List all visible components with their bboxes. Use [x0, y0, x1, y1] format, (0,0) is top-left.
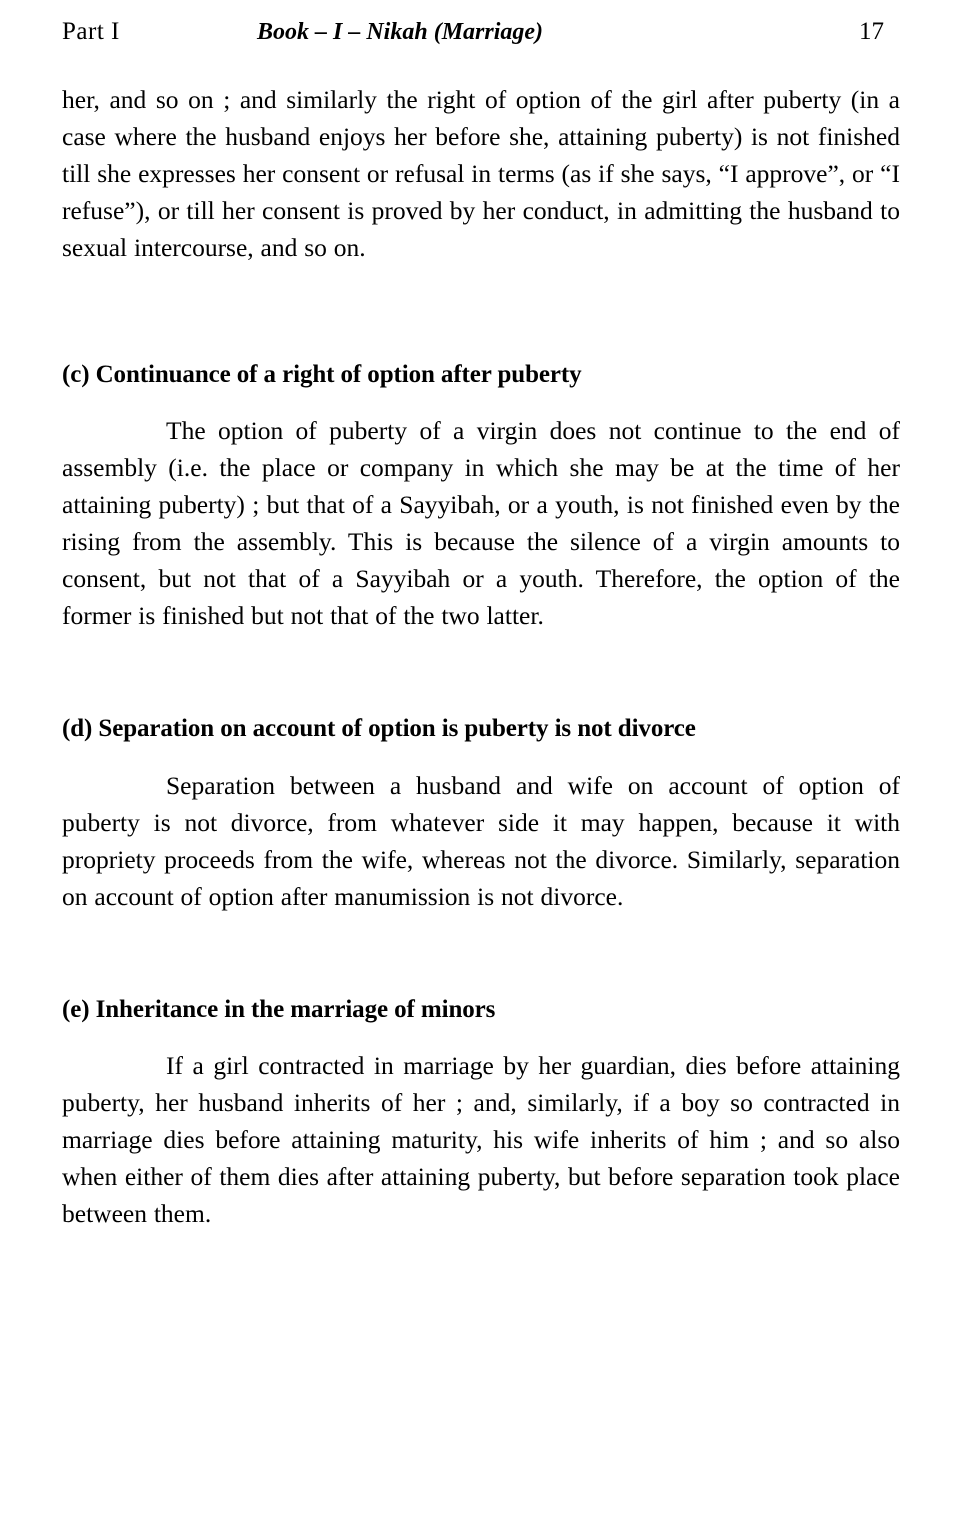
section-c-heading: (c) Continuance of a right of option after puberty — [62, 360, 582, 388]
section-c — [62, 359, 900, 635]
section-e-paragraph: If a girl contracted in marriage by her guardian, dies before attaining puberty, her husband inherits of her ; and, similarly, if a boy so contracted in marriage dies before attaining maturity, his wife inherits of him ; and so also when either of them dies after attaining puberty, but before separation took place between them. — [62, 1051, 900, 1228]
section-d-paragraph: Separation between a husband and wife on account of option of puberty is not divorce, from whatever side it may happen, because it with propriety proceeds from the wife, whereas not the divorce. Similarly, separation on account of option after manumission is not divorce. — [62, 770, 900, 911]
section-d-heading: (d) Separation on account of option is puberty is not divorce — [62, 715, 696, 743]
intro-paragraph: her, and so on ; and similarly the right of option of the girl after puberty (in a case where the husband enjoys her before she, attaining puberty) is not finished till she expresses her consent or refusal in terms (as if she says, “I approve”, or “I refuse”), or till her consent is proved by her conduct, in admitting the husband to sexual intercourse, and so on. — [62, 85, 900, 262]
running-head-part-label: Part I — [62, 18, 120, 45]
section-gap — [62, 273, 900, 317]
section-gap — [62, 922, 900, 952]
page-number: 17 — [859, 18, 884, 45]
section-e — [62, 994, 900, 1233]
section-d — [62, 713, 900, 915]
section-gap — [62, 641, 900, 671]
section-e-heading: (e) Inheritance in the marriage of minors — [62, 995, 496, 1023]
section-c-paragraph: The option of puberty of a virgin does not continue to the end of assembly (i.e. the place or company in which she may be at the time of her attaining puberty) ; but that of a Sayyibah, or a youth, is not finished even by the rising from the assembly. This is because the silence of a virgin amounts to consent, but not that of a Sayyibah or a youth. Therefore, the option of the former is finished but not that of the two latter. — [62, 416, 900, 631]
running-head-book-title: Book – I – Nikah (Marriage) — [257, 19, 544, 45]
running-head — [62, 18, 900, 52]
